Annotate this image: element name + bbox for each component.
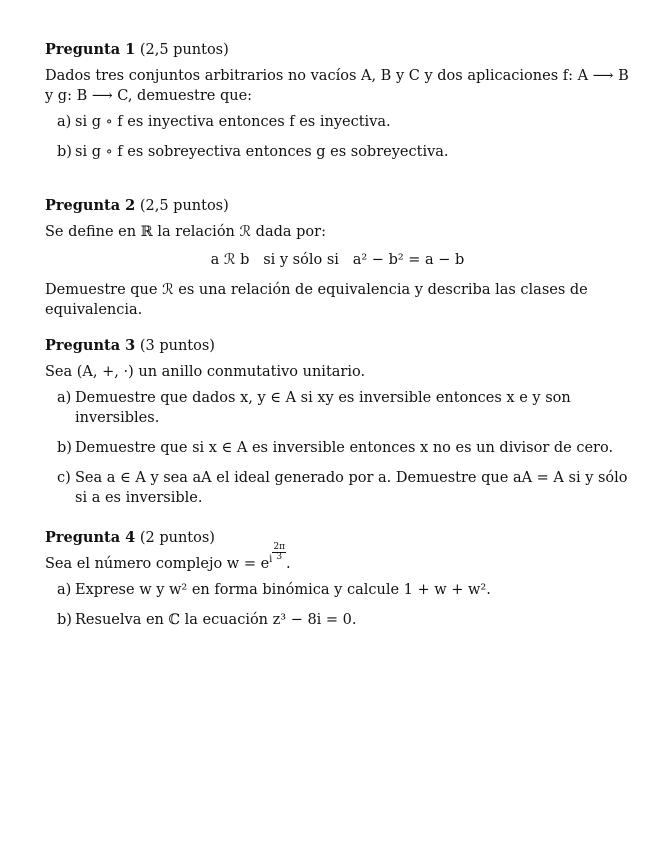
item-text: Demuestre que dados x, y ∈ A si xy es inversible entonces x e y son inversibles.: [75, 390, 571, 426]
question-4-items: [45, 580, 630, 630]
question-1-title: Pregunta 1: [45, 41, 136, 58]
question-2-title: Pregunta 2: [45, 197, 136, 214]
question-1: [45, 40, 630, 162]
question-3-heading: [45, 336, 630, 356]
question-1-item-b: [45, 142, 630, 162]
question-1-items: [45, 112, 630, 162]
question-3-items: [45, 388, 630, 508]
question-1-item-a: [45, 112, 630, 132]
question-2-intro: Se define en ℝ la relación ℛ dada por:: [45, 224, 326, 240]
item-label: a): [57, 582, 72, 598]
item-text: Demuestre que si x ∈ A es inversible entonces x no es un divisor de cero.: [75, 440, 614, 456]
question-3-title: Pregunta 3: [45, 337, 136, 354]
exponent: [269, 542, 286, 566]
question-1-heading: [45, 40, 630, 60]
item-label: a): [57, 114, 72, 130]
item-text: Sea a ∈ A y sea aA el ideal generado por a. Demuestre que aA = A si y sólo si a es inversible.: [75, 470, 628, 506]
question-4-item-b: [45, 610, 630, 630]
question-4-item-a: [45, 580, 630, 600]
question-2: [45, 196, 630, 320]
question-3-item-c: [45, 468, 630, 508]
question-4-intro-suffix: .: [286, 556, 291, 572]
item-text: si g ∘ f es inyectiva entonces f es inyectiva.: [75, 114, 391, 130]
exponent-fraction: [272, 543, 286, 562]
question-4: [45, 528, 630, 630]
question-4-points: (2 puntos): [139, 530, 215, 546]
item-label: b): [57, 440, 72, 456]
item-label: a): [57, 390, 72, 406]
question-4-title: Pregunta 4: [45, 529, 136, 546]
item-text: si g ∘ f es sobreyectiva entonces g es sobreyectiva.: [75, 144, 449, 160]
question-3-item-a: [45, 388, 630, 428]
item-label: b): [57, 144, 72, 160]
fraction-numerator: 2π: [273, 542, 286, 553]
exam-page: [45, 40, 630, 640]
question-1-points: (2,5 puntos): [139, 42, 229, 58]
item-text: Resuelva en ℂ la ecuación z³ − 8i = 0.: [75, 612, 357, 628]
question-4-intro-prefix: Sea el número complejo w = e: [45, 556, 270, 572]
question-3-intro: Sea (A, +, ·) un anillo conmutativo unitario.: [45, 364, 366, 380]
fraction-denominator: 3: [276, 552, 283, 563]
question-3-points: (3 puntos): [139, 338, 215, 354]
question-3-item-b: [45, 438, 630, 458]
question-1-intro: Dados tres conjuntos arbitrarios no vacíos A, B y C y dos aplicaciones f: A ⟶ B y g: B ⟶ C, demuestre que:: [45, 68, 629, 104]
item-label: b): [57, 612, 72, 628]
question-3: [45, 336, 630, 508]
item-label: c): [57, 470, 71, 486]
exponent-prefix: i: [269, 554, 273, 566]
item-text: Exprese w y w² en forma binómica y calcule 1 + w + w².: [75, 582, 491, 598]
question-2-heading: [45, 196, 630, 216]
question-2-task: Demuestre que ℛ es una relación de equivalencia y describa las clases de equivalencia.: [45, 282, 588, 318]
question-4-heading: [45, 528, 630, 548]
question-2-points: (2,5 puntos): [139, 198, 229, 214]
question-2-formula: a ℛ b si y sólo si a² − b² = a − b: [210, 252, 465, 268]
